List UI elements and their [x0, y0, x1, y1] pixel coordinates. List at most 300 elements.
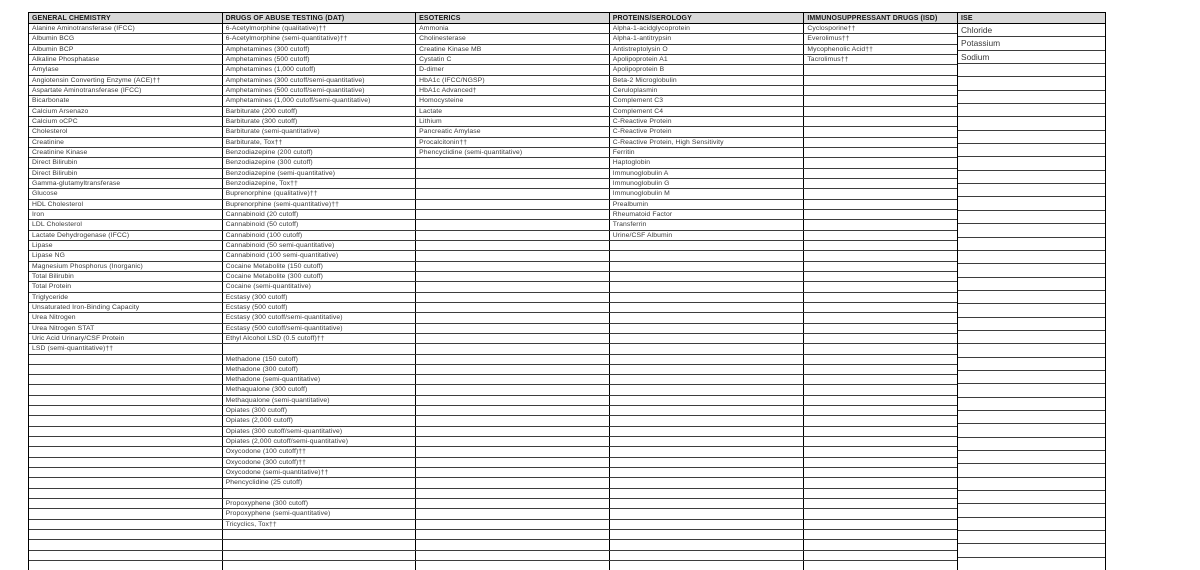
table-row — [29, 117, 957, 127]
table-row — [29, 45, 957, 55]
table-cell: Albumin BCG — [29, 34, 223, 43]
table-cell: Ethyl Alcohol LSD (0.5 cutoff)†† — [223, 334, 417, 343]
table-cell — [804, 344, 957, 353]
table-cell — [804, 200, 957, 209]
table-cell — [29, 551, 223, 560]
table-cell — [416, 210, 610, 219]
table-row — [29, 282, 957, 292]
ise-table-row — [958, 331, 1105, 344]
table-row — [29, 509, 957, 519]
table-row — [29, 158, 957, 168]
table-row — [29, 241, 957, 251]
table-cell — [804, 530, 957, 539]
table-cell: Urea Nitrogen — [29, 313, 223, 322]
table-cell — [804, 355, 957, 364]
table-cell — [29, 499, 223, 508]
table-cell — [416, 334, 610, 343]
ise-table-row — [958, 464, 1105, 477]
table-cell — [804, 551, 957, 560]
table-cell: Rheumatoid Factor — [610, 210, 805, 219]
table-cell: Homocysteine — [416, 96, 610, 105]
table-row — [29, 355, 957, 365]
table-cell: Pancreatic Amylase — [416, 127, 610, 136]
table-row — [29, 272, 957, 282]
table-cell: D-dimer — [416, 65, 610, 74]
table-cell: Mycophenolic Acid†† — [807, 45, 874, 53]
table-row — [29, 478, 957, 488]
table-cell: Barbiturate (semi-quantitative) — [223, 127, 417, 136]
table-cell: Ferritin — [610, 148, 805, 157]
table-cell — [610, 406, 805, 415]
table-cell: Haptoglobin — [610, 158, 805, 167]
ise-table-row — [958, 531, 1105, 544]
table-cell: Unsaturated Iron-Binding Capacity — [29, 303, 223, 312]
table-cell — [416, 520, 610, 529]
table-cell — [804, 324, 957, 333]
ise-table-row — [958, 491, 1105, 504]
table-cell — [29, 355, 223, 364]
table-row — [29, 365, 957, 375]
table-cell — [804, 293, 957, 302]
table-cell — [804, 179, 957, 188]
table-cell: Cannabinoid (50 cutoff) — [223, 220, 417, 229]
ise-table-header-row — [958, 13, 1105, 24]
table-cell: C-Reactive Protein, High Sensitivity — [610, 138, 805, 147]
table-cell: Oxycodone (semi-quantitative)†† — [223, 468, 417, 477]
table-row — [29, 375, 957, 385]
table-cell — [416, 540, 610, 549]
table-cell: Lipase — [29, 241, 223, 250]
table-cell — [804, 365, 957, 374]
table-cell — [416, 458, 610, 467]
ise-table-row — [958, 171, 1105, 184]
table-cell: Phencyclidine (25 cutoff) — [223, 478, 417, 487]
table-cell: Creatine Kinase MB — [416, 45, 610, 54]
table-cell — [29, 489, 223, 498]
column-header-general-chemistry: GENERAL CHEMISTRY — [29, 13, 223, 23]
table-cell: Alpha-1-acidglycoprotein — [610, 24, 805, 33]
table-cell: Barbiturate (300 cutoff) — [223, 117, 417, 126]
table-cell — [804, 282, 957, 291]
table-cell — [29, 447, 223, 456]
table-cell — [610, 530, 805, 539]
ise-table-row — [958, 64, 1105, 77]
table-cell — [29, 561, 223, 570]
table-cell: Lactate Dehydrogenase (IFCC) — [29, 231, 223, 240]
table-cell: Glucose — [29, 189, 223, 198]
table-cell: Oxycodone (100 cutoff)†† — [223, 447, 417, 456]
table-cell — [416, 344, 610, 353]
table-cell: Cocaine (semi-quantitative) — [223, 282, 417, 291]
ise-table-row — [958, 304, 1105, 317]
table-cell — [610, 540, 805, 549]
ise-table-row — [958, 37, 1105, 50]
table-cell — [416, 324, 610, 333]
table-cell — [804, 107, 957, 116]
table-cell — [610, 551, 805, 560]
table-cell: Lactate — [416, 107, 610, 116]
table-cell — [804, 65, 957, 74]
table-cell — [416, 375, 610, 384]
table-cell — [610, 293, 805, 302]
table-cell: Urine/CSF Albumin — [610, 231, 805, 240]
table-cell: Phencyclidine (semi-quantitative) — [416, 148, 610, 157]
table-cell: Potassium — [961, 38, 1001, 49]
table-cell: Beta-2 Microglobulin — [610, 76, 805, 85]
table-cell: Amphetamines (500 cutoff) — [223, 55, 417, 64]
table-cell — [804, 561, 957, 570]
table-cell: Cannabinoid (100 cutoff) — [223, 231, 417, 240]
table-cell: Complement C3 — [610, 96, 805, 105]
table-cell — [416, 179, 610, 188]
table-cell: Cannabinoid (20 cutoff) — [223, 210, 417, 219]
table-cell: Transferrin — [610, 220, 805, 229]
table-row — [29, 385, 957, 395]
table-cell — [610, 251, 805, 260]
table-cell: Opiates (2,000 cutoff) — [223, 416, 417, 425]
table-cell: Direct Bilirubin — [29, 158, 223, 167]
table-row — [29, 551, 957, 561]
table-cell — [610, 365, 805, 374]
table-cell — [804, 416, 957, 425]
ise-table-row — [958, 504, 1105, 517]
ise-table-row — [958, 424, 1105, 437]
table-cell — [29, 437, 223, 446]
table-cell — [610, 334, 805, 343]
table-cell — [416, 551, 610, 560]
table-cell: Cholesterol — [29, 127, 223, 136]
ise-table-row — [958, 398, 1105, 411]
table-cell: Ceruloplasmin — [610, 86, 805, 95]
table-row — [29, 76, 957, 86]
table-cell — [610, 324, 805, 333]
table-cell — [804, 313, 957, 322]
table-cell: Opiates (2,000 cutoff/semi-quantitative) — [223, 437, 417, 446]
table-cell: Antistreptolysin O — [610, 45, 805, 54]
ise-table-row — [958, 438, 1105, 451]
table-cell: LDL Cholesterol — [29, 220, 223, 229]
table-cell: Ecstasy (500 cutoff) — [223, 303, 417, 312]
ise-table-row — [958, 211, 1105, 224]
table-cell: Alkaline Phosphatase — [29, 55, 223, 64]
table-cell: Benzodiazepine (300 cutoff) — [223, 158, 417, 167]
table-cell: Ecstasy (300 cutoff) — [223, 293, 417, 302]
table-cell — [29, 478, 223, 487]
table-cell — [804, 468, 957, 477]
table-cell — [416, 313, 610, 322]
table-cell: Immunoglobulin A — [610, 169, 805, 178]
table-cell: Calcium oCPC — [29, 117, 223, 126]
table-cell: Cannabinoid (50 semi-quantitative) — [223, 241, 417, 250]
table-row — [29, 437, 957, 447]
ise-table-row — [958, 544, 1105, 557]
table-cell — [29, 406, 223, 415]
table-cell — [610, 416, 805, 425]
table-cell: Propoxyphene (semi-quantitative) — [223, 509, 417, 518]
table-cell: Methaqualone (semi-quantitative) — [223, 396, 417, 405]
table-cell — [610, 561, 805, 570]
ise-table-row — [958, 91, 1105, 104]
table-cell — [29, 468, 223, 477]
table-cell — [416, 478, 610, 487]
table-row — [29, 458, 957, 468]
ise-table-row — [958, 251, 1105, 264]
table-cell — [610, 520, 805, 529]
table-cell — [804, 262, 957, 271]
table-row — [29, 189, 957, 199]
table-cell — [416, 365, 610, 374]
table-cell — [416, 355, 610, 364]
table-cell — [416, 293, 610, 302]
table-cell: Apolipoprotein A1 — [610, 55, 805, 64]
table-cell: LSD (semi-quantitative)†† — [29, 344, 223, 353]
table-cell: Amylase — [29, 65, 223, 74]
table-row — [29, 324, 957, 334]
ise-table-row — [958, 291, 1105, 304]
table-cell — [29, 520, 223, 529]
table-cell — [610, 499, 805, 508]
table-row — [29, 148, 957, 158]
table-cell — [610, 262, 805, 271]
table-row — [29, 138, 957, 148]
table-cell: Methadone (300 cutoff) — [223, 365, 417, 374]
ise-table-row — [958, 184, 1105, 197]
table-cell — [416, 220, 610, 229]
table-cell — [804, 458, 957, 467]
table-cell: HbA1c Advanced† — [416, 86, 610, 95]
table-cell: Cannabinoid (100 semi-quantitative) — [223, 251, 417, 260]
table-cell — [610, 458, 805, 467]
table-cell: Everolimus†† — [807, 35, 850, 43]
table-cell: Magnesium Phosphorus (Inorganic) — [29, 262, 223, 271]
table-cell: Ammonia — [416, 24, 610, 33]
table-cell — [804, 478, 957, 487]
table-row — [29, 313, 957, 323]
table-cell — [804, 138, 957, 147]
table-cell — [804, 220, 957, 229]
table-cell: C-Reactive Protein — [610, 127, 805, 136]
table-cell: Uric Acid Urinary/CSF Protein — [29, 334, 223, 343]
table-cell — [804, 427, 957, 436]
table-cell — [29, 427, 223, 436]
ise-table-row — [958, 278, 1105, 291]
table-cell: Total Protein — [29, 282, 223, 291]
table-cell — [223, 344, 417, 353]
table-cell — [610, 396, 805, 405]
table-cell — [223, 489, 417, 498]
table-cell: Angiotensin Converting Enzyme (ACE)†† — [29, 76, 223, 85]
table-cell — [416, 406, 610, 415]
table-cell: Iron — [29, 210, 223, 219]
column-header-ise: ISE — [961, 15, 973, 22]
table-row — [29, 406, 957, 416]
table-cell — [416, 427, 610, 436]
table-cell: Alpha-1-antitrypsin — [610, 34, 805, 43]
table-row — [29, 210, 957, 220]
table-row — [29, 447, 957, 457]
table-row — [29, 55, 957, 65]
main-table-body — [29, 24, 957, 570]
table-row — [29, 344, 957, 354]
table-cell: Propoxyphene (300 cutoff) — [223, 499, 417, 508]
table-cell — [223, 561, 417, 570]
table-row — [29, 96, 957, 106]
table-cell: Opiates (300 cutoff/semi-quantitative) — [223, 427, 417, 436]
table-cell: 6-Acetylmorphine (qualitative)†† — [223, 24, 417, 33]
table-cell — [610, 447, 805, 456]
main-table-header-row — [29, 13, 957, 24]
table-cell — [416, 200, 610, 209]
table-cell: Amphetamines (300 cutoff) — [223, 45, 417, 54]
table-cell: Amphetamines (300 cutoff/semi-quantitative) — [223, 76, 417, 85]
table-cell — [29, 530, 223, 539]
table-cell: Gamma-glutamyltransferase — [29, 179, 223, 188]
table-cell — [804, 385, 957, 394]
table-row — [29, 127, 957, 137]
table-row — [29, 220, 957, 230]
ise-table-row — [958, 131, 1105, 144]
table-cell — [416, 561, 610, 570]
table-cell: Opiates (300 cutoff) — [223, 406, 417, 415]
table-cell — [610, 468, 805, 477]
table-cell — [804, 447, 957, 456]
table-cell: Methaqualone (300 cutoff) — [223, 385, 417, 394]
table-cell: Triglyceride — [29, 293, 223, 302]
table-cell — [416, 272, 610, 281]
table-cell — [804, 117, 957, 126]
table-row — [29, 489, 957, 499]
table-row — [29, 499, 957, 509]
table-cell: Buprenorphine (semi-quantitative)†† — [223, 200, 417, 209]
table-cell — [610, 344, 805, 353]
table-cell — [610, 478, 805, 487]
table-cell: Buprenorphine (qualitative)†† — [223, 189, 417, 198]
table-row — [29, 86, 957, 96]
table-cell: Total Bilirubin — [29, 272, 223, 281]
table-cell — [416, 489, 610, 498]
table-row — [29, 530, 957, 540]
table-cell: Methadone (150 cutoff) — [223, 355, 417, 364]
table-cell — [416, 303, 610, 312]
table-cell — [416, 189, 610, 198]
table-cell: Cystatin C — [416, 55, 610, 64]
ise-table-row — [958, 451, 1105, 464]
table-cell — [804, 375, 957, 384]
table-cell — [804, 231, 957, 240]
column-header-immunosuppressant-drugs: IMMUNOSUPPRESSANT DRUGS (ISD) — [807, 15, 938, 22]
table-cell: Barbiturate, Tox†† — [223, 138, 417, 147]
table-cell — [29, 416, 223, 425]
ise-table-row — [958, 197, 1105, 210]
table-row — [29, 520, 957, 530]
table-cell: Amphetamines (1,000 cutoff) — [223, 65, 417, 74]
ise-table-row — [958, 117, 1105, 130]
ise-table-row — [958, 318, 1105, 331]
table-cell — [804, 540, 957, 549]
table-cell — [29, 458, 223, 467]
table-cell — [416, 169, 610, 178]
ise-table-row — [958, 51, 1105, 64]
table-cell — [804, 509, 957, 518]
table-cell — [804, 489, 957, 498]
ise-table-row — [958, 478, 1105, 491]
table-row — [29, 334, 957, 344]
column-header-esoterics: ESOTERICS — [416, 13, 610, 23]
table-cell: Calcium Arsenazo — [29, 107, 223, 116]
table-cell: Ecstasy (300 cutoff/semi-quantitative) — [223, 313, 417, 322]
table-cell: Cocaine Metabolite (300 cutoff) — [223, 272, 417, 281]
table-cell: Creatinine Kinase — [29, 148, 223, 157]
table-cell: Cocaine Metabolite (150 cutoff) — [223, 262, 417, 271]
table-row — [29, 231, 957, 241]
table-cell — [610, 489, 805, 498]
table-cell: Urea Nitrogen STAT — [29, 324, 223, 333]
table-cell: HbA1c (IFCC/NGSP) — [416, 76, 610, 85]
table-row — [29, 200, 957, 210]
table-cell: Apolipoprotein B — [610, 65, 805, 74]
table-cell — [610, 375, 805, 384]
table-row — [29, 262, 957, 272]
table-cell: Tacrolimus†† — [807, 55, 849, 63]
table-cell — [804, 96, 957, 105]
table-cell: Lithium — [416, 117, 610, 126]
table-row — [29, 251, 957, 261]
table-cell — [223, 530, 417, 539]
table-cell — [804, 241, 957, 250]
ise-table-row — [958, 384, 1105, 397]
table-cell: Benzodiazepine (semi-quantitative) — [223, 169, 417, 178]
table-cell: Methadone (semi-quantitative) — [223, 375, 417, 384]
table-cell — [416, 509, 610, 518]
ise-table-row — [958, 238, 1105, 251]
ise-table-body — [958, 24, 1105, 570]
table-row — [29, 540, 957, 550]
table-cell: Cholinesterase — [416, 34, 610, 43]
table-row — [29, 169, 957, 179]
table-cell: Direct Bilirubin — [29, 169, 223, 178]
table-cell — [610, 272, 805, 281]
table-cell — [804, 169, 957, 178]
ise-table-row — [958, 224, 1105, 237]
table-cell: Amphetamines (500 cutoff/semi-quantitative) — [223, 86, 417, 95]
ise-table-row — [958, 144, 1105, 157]
table-row — [29, 468, 957, 478]
table-cell — [610, 282, 805, 291]
table-cell — [610, 313, 805, 322]
table-cell — [29, 509, 223, 518]
table-cell — [610, 427, 805, 436]
table-cell — [804, 334, 957, 343]
table-cell: Amphetamines (1,000 cutoff/semi-quantitative) — [223, 96, 417, 105]
table-cell — [416, 385, 610, 394]
table-row — [29, 179, 957, 189]
table-cell: Lipase NG — [29, 251, 223, 260]
table-cell: Alanine Aminotransferase (IFCC) — [29, 24, 223, 33]
table-cell: Bicarbonate — [29, 96, 223, 105]
table-cell — [804, 272, 957, 281]
table-row — [29, 427, 957, 437]
table-cell — [416, 437, 610, 446]
table-cell: Tricyclics, Tox†† — [223, 520, 417, 529]
table-cell — [416, 282, 610, 291]
table-row — [29, 396, 957, 406]
table-cell — [416, 530, 610, 539]
table-cell — [610, 355, 805, 364]
ise-table-row — [958, 344, 1105, 357]
table-cell: Immunoglobulin G — [610, 179, 805, 188]
table-cell — [416, 416, 610, 425]
table-cell — [29, 540, 223, 549]
